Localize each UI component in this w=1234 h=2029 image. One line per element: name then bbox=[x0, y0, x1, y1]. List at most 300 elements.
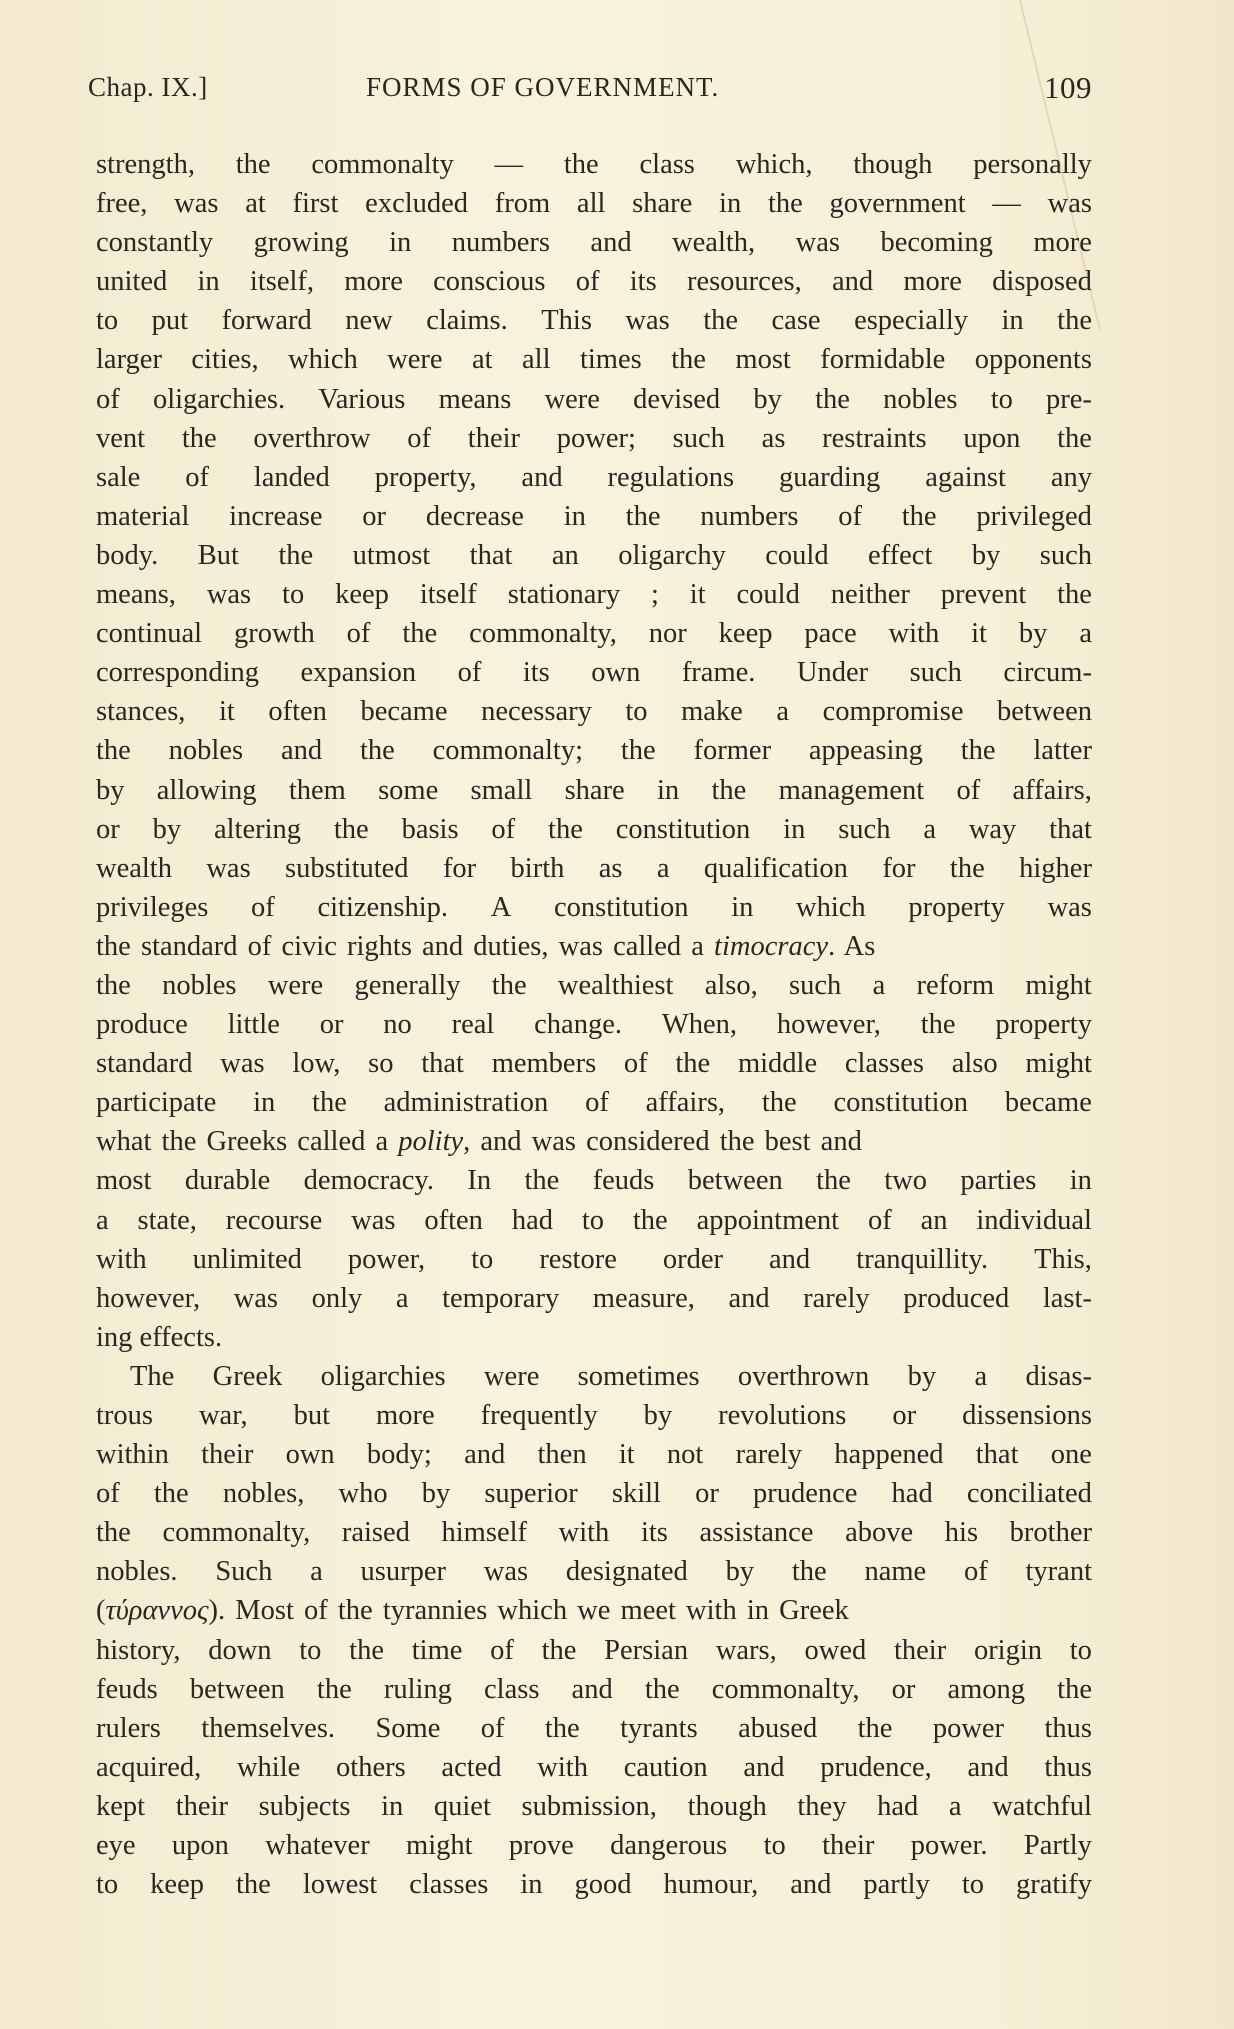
text-segment: the standard of civic rights and duties, was called a bbox=[96, 930, 715, 962]
text-line bbox=[96, 575, 1092, 614]
word: as bbox=[598, 852, 623, 884]
running-title: FORMS OF GOVERNMENT. bbox=[366, 72, 720, 102]
word: sometimes bbox=[577, 1360, 700, 1392]
word: skill bbox=[611, 1478, 661, 1510]
text-line bbox=[96, 536, 1092, 575]
word: first bbox=[292, 188, 339, 220]
word: however, bbox=[96, 1282, 201, 1314]
word: the bbox=[816, 1165, 851, 1197]
word: means, bbox=[96, 579, 176, 611]
word: then bbox=[537, 1439, 587, 1471]
word: origin bbox=[973, 1634, 1043, 1666]
word: the bbox=[1057, 422, 1092, 454]
word: at bbox=[472, 344, 493, 376]
word: time bbox=[411, 1634, 463, 1666]
word: and bbox=[571, 1673, 613, 1705]
word: guarding bbox=[779, 461, 881, 493]
word: When, bbox=[661, 1009, 737, 1041]
word: growth bbox=[233, 618, 315, 650]
word: submission, bbox=[521, 1790, 657, 1822]
word: property, bbox=[374, 461, 477, 493]
word: commonalty, bbox=[162, 1517, 311, 1549]
word: had bbox=[891, 1478, 933, 1510]
word: change. bbox=[534, 1009, 622, 1041]
word: resources, bbox=[686, 266, 802, 298]
word: standard bbox=[96, 1048, 193, 1080]
word: the bbox=[96, 1517, 131, 1549]
word: wars, bbox=[715, 1634, 777, 1666]
text-line bbox=[96, 888, 1092, 927]
word: in bbox=[1069, 1165, 1092, 1197]
word: the bbox=[620, 735, 656, 767]
word: In bbox=[467, 1165, 492, 1197]
text-line bbox=[96, 810, 1092, 849]
word: raised bbox=[341, 1517, 410, 1549]
word: was bbox=[1047, 891, 1092, 923]
italic-term: timocracy bbox=[714, 930, 828, 962]
word: became bbox=[360, 696, 448, 728]
word: of bbox=[457, 657, 482, 689]
word: the bbox=[791, 1556, 827, 1588]
word: stationary bbox=[507, 579, 621, 611]
word: the bbox=[901, 500, 937, 532]
word: corresponding bbox=[96, 657, 260, 689]
word: and bbox=[831, 266, 874, 298]
text-line bbox=[96, 340, 1092, 379]
word: thus bbox=[1044, 1712, 1092, 1744]
word: numbers bbox=[700, 500, 799, 532]
text-line bbox=[96, 692, 1092, 731]
word: and bbox=[728, 1282, 770, 1314]
word: rarely bbox=[803, 1282, 870, 1314]
word: most bbox=[96, 1165, 152, 1197]
word: a bbox=[776, 696, 790, 728]
word: their bbox=[175, 1790, 228, 1822]
word: that bbox=[975, 1439, 1019, 1471]
word: body. bbox=[96, 539, 159, 571]
word: Greek bbox=[212, 1360, 283, 1392]
word: its bbox=[522, 657, 550, 689]
word: and bbox=[590, 227, 632, 259]
word: nobles bbox=[168, 735, 244, 767]
word: real bbox=[451, 1009, 495, 1041]
word: wealthiest bbox=[557, 969, 674, 1001]
word: his bbox=[944, 1517, 979, 1549]
word: their bbox=[822, 1830, 875, 1862]
word: the bbox=[625, 500, 661, 532]
word: or bbox=[362, 500, 387, 532]
text-line bbox=[96, 1435, 1092, 1474]
word: body; bbox=[366, 1439, 432, 1471]
text-line bbox=[96, 380, 1092, 419]
word: himself bbox=[441, 1517, 528, 1549]
word: devised bbox=[633, 383, 721, 415]
word: of bbox=[480, 1712, 505, 1744]
word: often bbox=[424, 1204, 483, 1236]
word: property bbox=[908, 891, 1005, 923]
text-line bbox=[96, 771, 1092, 810]
word: it bbox=[971, 618, 987, 650]
text-line bbox=[96, 966, 1092, 1005]
word: altering bbox=[213, 813, 302, 845]
word: for bbox=[882, 852, 916, 884]
word: the bbox=[333, 813, 369, 845]
word: Partly bbox=[1023, 1830, 1092, 1862]
word: and bbox=[743, 1751, 785, 1783]
word: pre- bbox=[1046, 383, 1092, 415]
word: who bbox=[338, 1478, 388, 1510]
word: tyrants bbox=[620, 1712, 698, 1744]
word: in bbox=[731, 891, 754, 923]
word: which, bbox=[735, 149, 813, 180]
word: the bbox=[920, 1009, 956, 1041]
word: in bbox=[1001, 305, 1024, 337]
word: itself bbox=[419, 579, 477, 611]
chapter-label: Chap. IX.] bbox=[88, 72, 208, 102]
word: state, bbox=[137, 1204, 197, 1236]
word: in bbox=[657, 774, 680, 806]
word: substituted bbox=[285, 852, 409, 884]
word: the bbox=[1057, 305, 1092, 337]
word: appeasing bbox=[808, 735, 923, 767]
word: the bbox=[544, 1712, 580, 1744]
word: as bbox=[761, 422, 786, 454]
word: class bbox=[639, 149, 695, 180]
word: trous bbox=[96, 1400, 153, 1431]
word: means bbox=[438, 383, 512, 415]
word: forward bbox=[221, 305, 312, 337]
word: higher bbox=[1019, 852, 1092, 884]
word: in bbox=[197, 266, 220, 298]
word: oligarchies. bbox=[152, 383, 286, 415]
word: in bbox=[783, 813, 806, 845]
word: parties bbox=[960, 1165, 1037, 1197]
word: to bbox=[471, 1243, 494, 1275]
word: most bbox=[735, 344, 791, 376]
word: material bbox=[96, 500, 190, 532]
word: upon bbox=[171, 1830, 229, 1862]
word: allowing bbox=[156, 774, 257, 806]
text-line bbox=[96, 1122, 1092, 1161]
word: kept bbox=[96, 1790, 146, 1822]
word: members bbox=[491, 1048, 597, 1080]
text-line bbox=[96, 1709, 1092, 1748]
word: that bbox=[469, 539, 513, 571]
word: might bbox=[1025, 1048, 1092, 1080]
word: little bbox=[227, 1009, 280, 1041]
word: between bbox=[687, 1165, 783, 1197]
word: down bbox=[208, 1634, 272, 1666]
word: the bbox=[349, 1634, 384, 1666]
word: them bbox=[288, 774, 346, 806]
word: to bbox=[96, 1869, 119, 1901]
word: a bbox=[974, 1360, 988, 1392]
word: an bbox=[551, 539, 579, 571]
word: by bbox=[152, 813, 182, 845]
word: the bbox=[96, 969, 131, 1001]
word: watchful bbox=[992, 1790, 1092, 1822]
word: by bbox=[96, 774, 125, 806]
word: against bbox=[925, 461, 1006, 493]
word: became bbox=[1004, 1087, 1092, 1119]
word: commonalty, bbox=[469, 618, 617, 650]
word: classes bbox=[409, 1869, 489, 1901]
word: all bbox=[522, 344, 551, 376]
word: it bbox=[618, 1439, 635, 1471]
word: tranquillity. bbox=[856, 1243, 989, 1275]
word: latter bbox=[1033, 735, 1092, 767]
word: Some bbox=[375, 1712, 441, 1744]
word: last- bbox=[1042, 1282, 1092, 1314]
text-line bbox=[96, 1161, 1092, 1200]
word: claims. bbox=[426, 305, 508, 337]
word: frequently bbox=[480, 1400, 598, 1431]
word: the bbox=[524, 1165, 560, 1197]
word: classes bbox=[844, 1048, 924, 1080]
word: gratify bbox=[1016, 1869, 1092, 1901]
word: caution bbox=[623, 1751, 708, 1783]
word: such bbox=[909, 657, 962, 689]
word: larger bbox=[96, 344, 162, 376]
word: conciliated bbox=[966, 1478, 1092, 1510]
text-line bbox=[96, 1318, 1092, 1357]
word: a bbox=[96, 1204, 109, 1236]
word: the bbox=[548, 813, 583, 845]
word: by bbox=[421, 1478, 451, 1510]
word: way bbox=[968, 813, 1017, 845]
word: between bbox=[997, 696, 1092, 728]
word: of bbox=[623, 1048, 648, 1080]
word: the bbox=[96, 735, 131, 767]
text-line bbox=[96, 262, 1092, 301]
word: to bbox=[1069, 1634, 1092, 1666]
word: constitution bbox=[553, 891, 689, 923]
word: birth bbox=[510, 852, 565, 884]
text-line bbox=[96, 1474, 1092, 1513]
word: a bbox=[395, 1282, 409, 1314]
word: among bbox=[947, 1673, 1026, 1705]
text-line bbox=[96, 497, 1092, 536]
word: of bbox=[346, 618, 371, 650]
text-line bbox=[96, 301, 1092, 340]
word: — bbox=[494, 149, 524, 180]
word: of bbox=[407, 422, 432, 454]
word: of bbox=[185, 461, 209, 493]
word: in bbox=[389, 227, 412, 259]
word: produce bbox=[96, 1009, 188, 1041]
word: happened bbox=[834, 1439, 944, 1471]
word: by bbox=[1018, 618, 1048, 650]
word: constitution bbox=[615, 813, 751, 845]
word: and bbox=[790, 1869, 832, 1901]
word: landed bbox=[253, 461, 330, 493]
text-line bbox=[96, 1396, 1092, 1435]
word: with bbox=[96, 1243, 147, 1275]
word: qualification bbox=[703, 852, 848, 884]
word: Various bbox=[318, 383, 406, 415]
word: restore bbox=[539, 1243, 617, 1275]
word: the bbox=[359, 735, 395, 767]
word: prove bbox=[508, 1830, 574, 1862]
word: could bbox=[736, 579, 800, 611]
word: and bbox=[967, 1751, 1009, 1783]
word: a bbox=[923, 813, 936, 845]
word: case bbox=[771, 305, 821, 337]
word: keep bbox=[718, 618, 773, 650]
word: disposed bbox=[992, 266, 1092, 298]
word: management bbox=[778, 774, 925, 806]
word: affairs, bbox=[645, 1087, 726, 1119]
word: to bbox=[282, 579, 305, 611]
text-line bbox=[96, 184, 1092, 223]
word: personally bbox=[973, 149, 1092, 180]
word: the bbox=[278, 539, 314, 571]
text-line bbox=[96, 1279, 1092, 1318]
word: usurper bbox=[360, 1556, 447, 1588]
word: individual bbox=[976, 1204, 1092, 1236]
word: the bbox=[675, 1048, 711, 1080]
word: only bbox=[311, 1282, 363, 1314]
word: they bbox=[797, 1790, 847, 1822]
word: of bbox=[96, 383, 120, 415]
word: superior bbox=[484, 1478, 578, 1510]
word: restraints bbox=[822, 422, 927, 454]
word: of bbox=[251, 891, 275, 923]
word: power; bbox=[556, 422, 636, 454]
word: ruling bbox=[383, 1673, 452, 1705]
word: their bbox=[893, 1634, 947, 1666]
word: democracy. bbox=[303, 1165, 434, 1197]
word: from bbox=[494, 188, 551, 220]
word: of bbox=[490, 1634, 514, 1666]
word: prudence bbox=[752, 1478, 858, 1510]
word: to bbox=[763, 1830, 786, 1862]
word: excluded bbox=[365, 188, 469, 220]
word: two bbox=[884, 1165, 928, 1197]
text-line bbox=[96, 1552, 1092, 1591]
word: but bbox=[293, 1400, 331, 1431]
word: and bbox=[464, 1439, 506, 1471]
word: expansion bbox=[300, 657, 417, 689]
word: for bbox=[442, 852, 477, 884]
word: numbers bbox=[451, 227, 550, 259]
word: the bbox=[815, 383, 850, 415]
word: acquired, bbox=[96, 1751, 202, 1783]
word: Such bbox=[215, 1556, 273, 1588]
word: assistance bbox=[699, 1517, 814, 1549]
word: nobles. bbox=[96, 1556, 178, 1588]
word: new bbox=[345, 305, 393, 337]
word: continual bbox=[96, 618, 203, 650]
text-line bbox=[96, 1083, 1092, 1122]
word: the bbox=[632, 1204, 668, 1236]
word: to bbox=[961, 1869, 985, 1901]
word: wealth bbox=[96, 852, 172, 884]
word: of bbox=[575, 266, 600, 298]
word: recourse bbox=[225, 1204, 323, 1236]
word: durable bbox=[184, 1165, 271, 1197]
word: growing bbox=[253, 227, 349, 259]
word: was bbox=[795, 227, 840, 259]
word: or bbox=[96, 813, 120, 845]
word: This bbox=[541, 305, 592, 337]
word: the bbox=[711, 774, 747, 806]
text-line bbox=[96, 1201, 1092, 1240]
word: in bbox=[719, 188, 742, 220]
word: overthrow bbox=[253, 422, 371, 454]
text-line bbox=[96, 1826, 1092, 1865]
word: the bbox=[181, 422, 217, 454]
word: reform bbox=[916, 969, 995, 1001]
word: share bbox=[632, 188, 693, 220]
word: within bbox=[96, 1439, 169, 1471]
word: generally bbox=[354, 969, 461, 1001]
word: citizenship. bbox=[317, 891, 449, 923]
text-line bbox=[96, 1631, 1092, 1670]
text-segment: . As bbox=[828, 930, 876, 962]
word: was bbox=[174, 188, 219, 220]
word: in bbox=[253, 1087, 276, 1119]
word: such bbox=[672, 422, 725, 454]
text-segment: ( bbox=[96, 1595, 106, 1627]
word: put bbox=[151, 305, 189, 337]
word: to bbox=[990, 383, 1013, 415]
text-line bbox=[96, 927, 1092, 966]
text-line bbox=[96, 1670, 1092, 1709]
word: But bbox=[197, 539, 239, 571]
word: also, bbox=[704, 969, 758, 1001]
word: were bbox=[483, 1360, 540, 1392]
word: cities, bbox=[191, 344, 259, 376]
word: appointment bbox=[696, 1204, 840, 1236]
word: in bbox=[563, 500, 586, 532]
word: dissensions bbox=[962, 1400, 1092, 1431]
word: thus bbox=[1044, 1751, 1092, 1783]
word: while bbox=[236, 1751, 301, 1783]
word: by bbox=[907, 1360, 937, 1392]
word: dangerous bbox=[610, 1830, 728, 1862]
word: neither bbox=[830, 579, 910, 611]
word: that bbox=[1049, 813, 1092, 845]
word: more bbox=[344, 266, 403, 298]
word: with bbox=[558, 1517, 610, 1549]
word: also bbox=[951, 1048, 998, 1080]
word: times bbox=[579, 344, 642, 376]
text-segment: ing effects. bbox=[96, 1321, 223, 1353]
word: or bbox=[319, 1009, 344, 1041]
word: a bbox=[948, 1790, 962, 1822]
word: vent bbox=[96, 422, 146, 454]
word: prudence, bbox=[820, 1751, 932, 1783]
word: lowest bbox=[302, 1869, 378, 1901]
word: the bbox=[312, 1087, 347, 1119]
word: might bbox=[1025, 969, 1092, 1001]
word: Under bbox=[796, 657, 869, 689]
text-line bbox=[96, 653, 1092, 692]
text-line bbox=[96, 731, 1092, 770]
word: had bbox=[877, 1790, 919, 1822]
word: it bbox=[218, 696, 235, 728]
word: designated bbox=[565, 1556, 688, 1588]
word: some bbox=[378, 774, 439, 806]
word: of bbox=[491, 813, 516, 845]
word: small bbox=[470, 774, 533, 806]
word: at bbox=[245, 188, 266, 220]
text-line bbox=[96, 1513, 1092, 1552]
word: quiet bbox=[433, 1790, 491, 1822]
text-line bbox=[96, 1591, 1092, 1630]
word: the bbox=[671, 344, 706, 376]
